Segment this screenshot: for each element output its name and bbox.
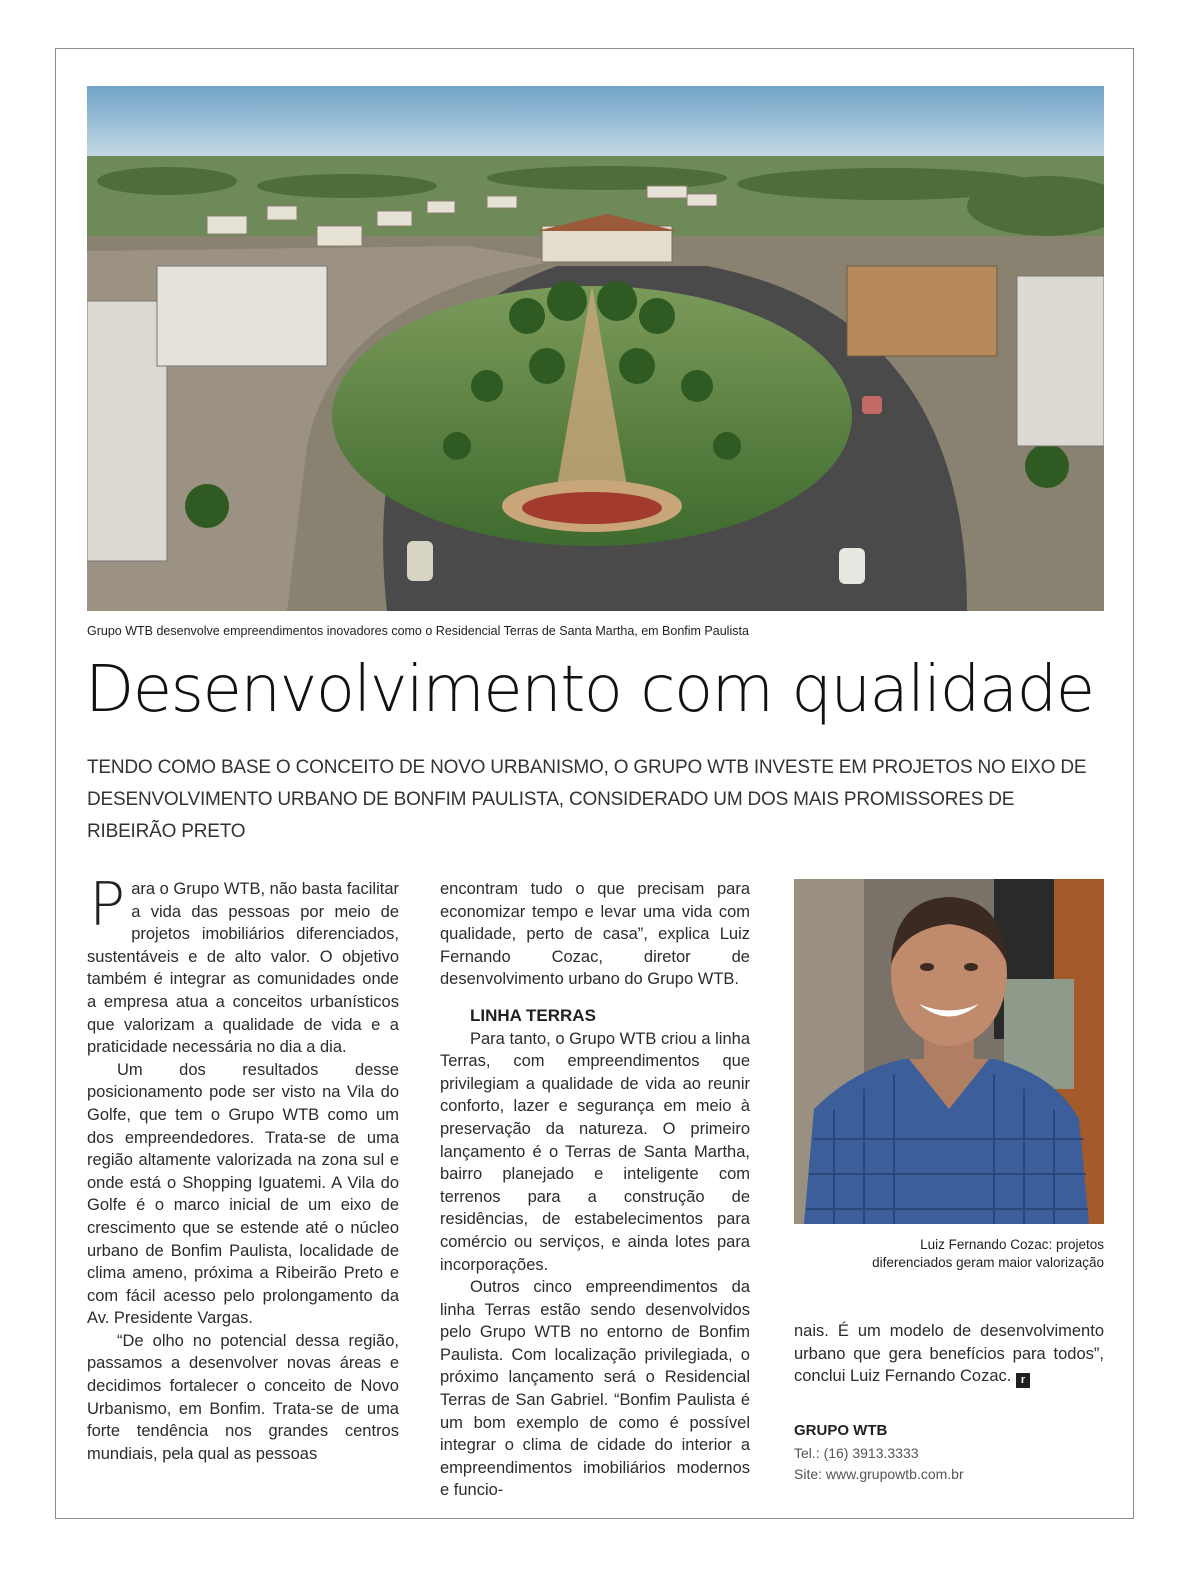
portrait-photo [794, 879, 1104, 1224]
company-info [794, 1422, 1104, 1485]
drop-cap: P [89, 870, 126, 940]
article-paragraph-1: Para o Grupo WTB, não basta facilitar a vida das pessoas por meio de projetos imobiliários diferenciados, sustentáveis e de alto valor. O objetivo também é integrar as comunidades onde a empresa atua a conceitos urbanísticos que valorizam a qualidade de vida e a praticidade necessária no dia a dia. [87, 870, 399, 1057]
subhead-linha-terras: LINHA TERRAS [470, 1005, 596, 1025]
company-phone: Tel.: (16) 3913.3333 [794, 1445, 919, 1461]
article-paragraph-5: Outros cinco empreendimentos da linha Terras estão sendo desenvolvidos pelo Grupo WTB no entorno de Bonfim Paulista. Com localização privilegiada, o próximo lançamento será o Residencial Terras de San Gabriel. “Bonfim Paulista é um bom exemplo de como é possível integrar o clima de cidade do interior a empreendimentos imobiliários modernos e funcio- [440, 1278, 750, 1500]
end-mark-icon: r [1016, 1373, 1030, 1388]
company-site[interactable]: Site: www.grupowtb.com.br [794, 1466, 964, 1482]
article-paragraph-3: “De olho no potencial dessa região, passamos a desenvolver novas áreas e decidimos fortalecer o conceito de Novo Urbanismo, em Bonfim. Trata-se de uma forte tendência nos grandes centros mundiais, pela qual as pessoas [87, 1331, 399, 1463]
deck [87, 752, 1107, 848]
deck-line-2: DESENVOLVIMENTO URBANO DE BONFIM PAULISTA, CONSIDERADO UM DOS MAIS PROMISSORES DE RIBEIRÃO PRETO [87, 789, 1015, 842]
portrait-caption-line-2: diferenciados geram maior valorização [872, 1255, 1104, 1270]
article-paragraph-2: Um dos resultados desse posicionamento pode ser visto na Vila do Golfe, que tem o Grupo WTB como um dos empreendedores. Trata-se de uma região altamente valorizada na zona sul e onde está o Shopping Iguatemi. A Vila do Golfe é o marco inicial de um eixo de crescimento que se estende até o núcleo urbano de Bonfim Paulista, localidade de clima ameno, próxima a Ribeirão Preto e com fácil acesso pelo prolongamento da Av. Presidente Vargas. [87, 1060, 399, 1328]
portrait-caption [794, 1236, 1104, 1272]
article-column-3 [794, 1320, 1104, 1388]
hero-caption: Grupo WTB desenvolve empreendimentos inovadores como o Residencial Terras de Santa Martha, em Bonfim Paulista [87, 624, 749, 638]
article-column-1 [87, 870, 399, 1465]
article-column-2 [440, 878, 750, 1502]
article-paragraph-4: Para tanto, o Grupo WTB criou a linha Terras, com empreendimentos que privilegiam a qualidade de vida ao reunir conforto, lazer e segurança em meio à preservação da natureza. O primeiro lançamento é o Terras de Santa Martha, bairro planejado e inteligente com terrenos para a construção de residências, de estabelecimentos para comércio ou serviços, e ainda lotes para incorporações. [440, 1029, 750, 1274]
company-name: GRUPO WTB [794, 1422, 888, 1439]
headline: Desenvolvimento com qualidade [85, 653, 1094, 727]
hero-illustration [87, 86, 1104, 611]
article-paragraph-3-continued: encontram tudo o que precisam para economizar tempo e levar uma vida com qualidade, perto de casa”, explica Luiz Fernando Cozac, diretor de desenvolvimento urbano do Grupo WTB. [440, 880, 750, 989]
portrait-caption-line-1: Luiz Fernando Cozac: projetos [920, 1237, 1104, 1252]
deck-line-1: TENDO COMO BASE O CONCEITO DE NOVO URBANISMO, O GRUPO WTB INVESTE EM PROJETOS NO EIXO DE [87, 757, 1087, 778]
article-paragraph-5-continued: nais. É um modelo de desenvolvimento urbano que gera benefícios para todos”, conclui Luiz Fernando Cozac. r [794, 1322, 1104, 1387]
